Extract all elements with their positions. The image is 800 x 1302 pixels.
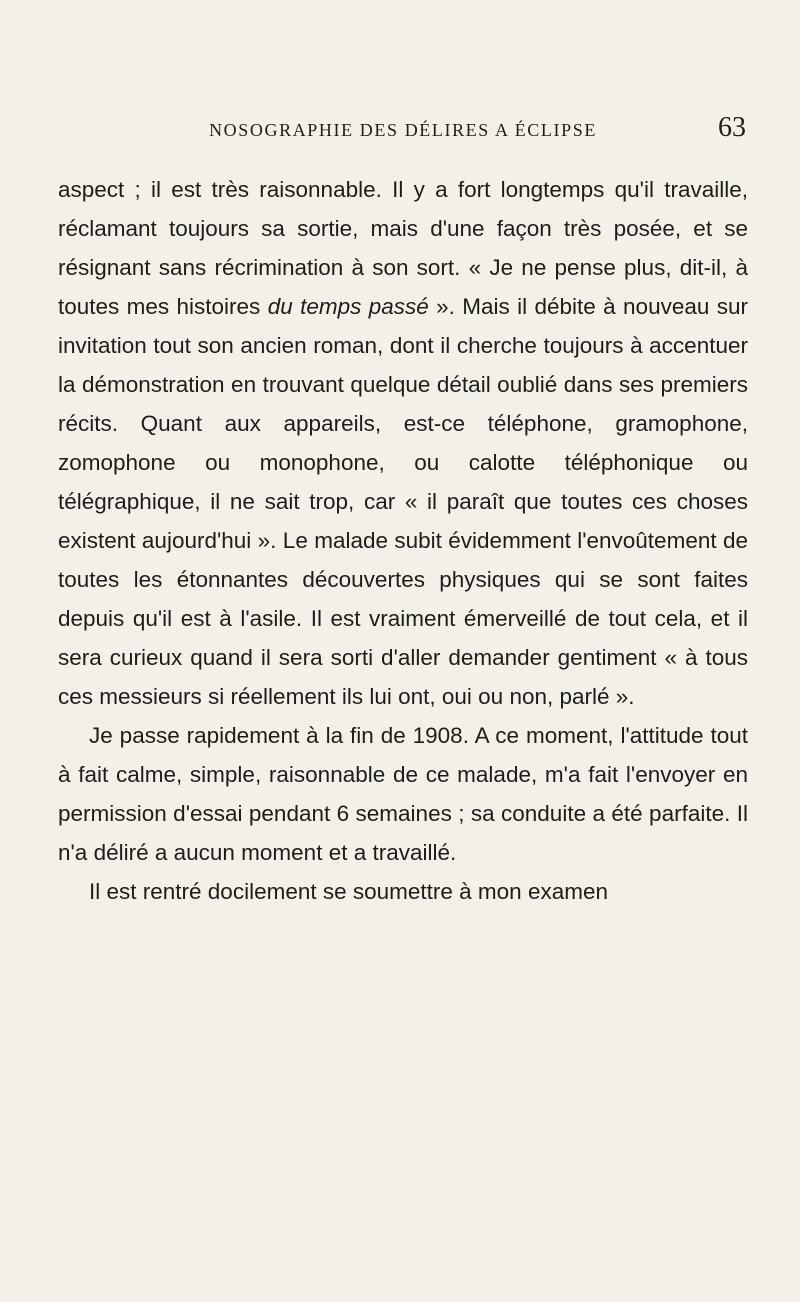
- paragraph-1-text-b: ». Mais il débite à nouveau sur invitation tout son ancien roman, dont il cherche toujours à accentuer la démonstration en trouvant quelque détail oublié dans ses premiers récits. Quant aux appareils, est-ce téléphone, gramophone, zomophone ou monophone, ou calotte téléphonique ou télégraphique, il ne sait trop, car « il paraît que toutes ces choses existent aujourd'hui ». Le malade subit évidemment l'envoûtement de toutes les étonnantes découvertes physiques qui se sont faites depuis qu'il est à l'asile. Il est vraiment émerveillé de tout cela, et il sera curieux quand il sera sorti d'aller demander gentiment « à tous ces messieurs si réellement ils lui ont, oui ou non, parlé ».: [58, 294, 748, 709]
- running-title: NOSOGRAPHIE DES DÉLIRES A ÉCLIPSE: [209, 120, 597, 140]
- running-head: [60, 112, 746, 148]
- paragraph-2: Je passe rapidement à la fin de 1908. A ce moment, l'attitude tout à fait calme, simple, raisonnable de ce malade, m'a fait l'envoyer en permission d'essai pendant 6 semaines ; sa conduite a été parfaite. Il n'a déliré a aucun moment et a travaillé.: [58, 723, 748, 865]
- paragraph-1-text-a: aspect ; il est très raisonnable. Il y a fort longtemps qu'il travaille, réclamant toujours sa sortie, mais d'une façon très posée, et se résignant sans récrimination à son sort. « Je ne pense plus, dit-il, à toutes mes histoires: [58, 177, 748, 319]
- paragraph-1: [58, 170, 748, 716]
- body-text: [58, 170, 748, 911]
- page-number: 63: [718, 112, 746, 143]
- paragraph-1-italic: du temps passé: [267, 294, 429, 319]
- paragraph-3: Il est rentré docilement se soumettre à mon examen: [89, 879, 608, 904]
